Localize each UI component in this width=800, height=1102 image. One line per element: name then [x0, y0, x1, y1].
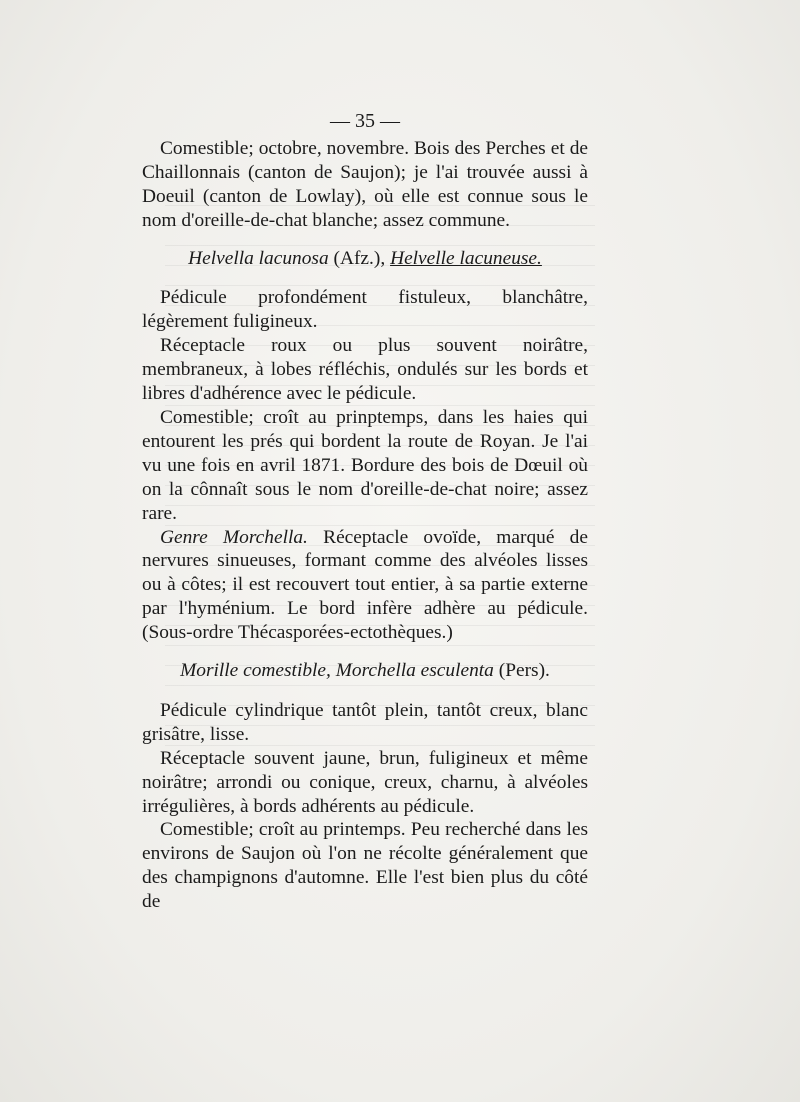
species-author: (Pers).	[498, 660, 550, 682]
page-number: — 35 —	[330, 110, 400, 132]
page-text-block	[142, 110, 588, 914]
species-vernacular-name: Helvelle lacuneuse.	[390, 247, 542, 269]
paragraph-7: Réceptacle souvent jaune, brun, fuligineux et même noirâtre; arrondi ou conique, creux, charnu, à alvéoles irrégulières, à bords adhérents au pédicule.	[142, 747, 588, 817]
species-heading-helvella	[142, 247, 588, 271]
genus-description: Réceptacle ovoïde, marqué de nervures sinueuses, formant comme des alvéoles lisses ou à côtes; il est recouvert tout entier, à sa partie externe par l'hyménium. Le bord infère adhère au pédicule. (Sous-ordre Thécasporées-ectothèques.)	[142, 526, 588, 644]
paragraph-3: Réceptacle roux ou plus souvent noirâtre, membraneux, à lobes réfléchis, ondulés sur les bords et libres d'adhérence avec le pédicule.	[142, 335, 588, 405]
paragraph-2: Pédicule profondément fistuleux, blanchâtre, légèrement fuligineux.	[142, 287, 588, 333]
species-latin-name: Morchella esculenta	[335, 660, 494, 682]
paragraph-5	[142, 526, 588, 646]
genus-label: Genre Morchella.	[160, 526, 308, 548]
species-latin-name: Helvella lacunosa	[188, 247, 329, 269]
species-heading-morchella	[142, 659, 588, 683]
paragraph-6: Pédicule cylindrique tantôt plein, tantôt creux, blanc grisâtre, lisse.	[142, 699, 588, 745]
species-author: (Afz.),	[333, 247, 386, 269]
paragraph-8: Comestible; croît au printemps. Peu recherché dans les environs de Saujon où l'on ne récolte généralement que des champignons d'automne. Elle l'est bien plus du côté de	[142, 819, 588, 913]
paragraph-1: Comestible; octobre, novembre. Bois des Perches et de Chaillonnais (canton de Saujon); je l'ai trouvée aussi à Doeuil (canton de Lowlay), où elle est connue sous le nom d'oreille-de-chat blanche; assez commune.	[142, 137, 588, 231]
species-vernacular-name: Morille comestible,	[180, 660, 331, 682]
paragraph-4: Comestible; croît au prinptemps, dans les haies qui entourent les prés qui bordent la route de Royan. Je l'ai vu une fois en avril 1871. Bordure des bois de Dœuil où on la cônnaît sous le nom d'oreille-de-chat noire; assez rare.	[142, 406, 588, 524]
